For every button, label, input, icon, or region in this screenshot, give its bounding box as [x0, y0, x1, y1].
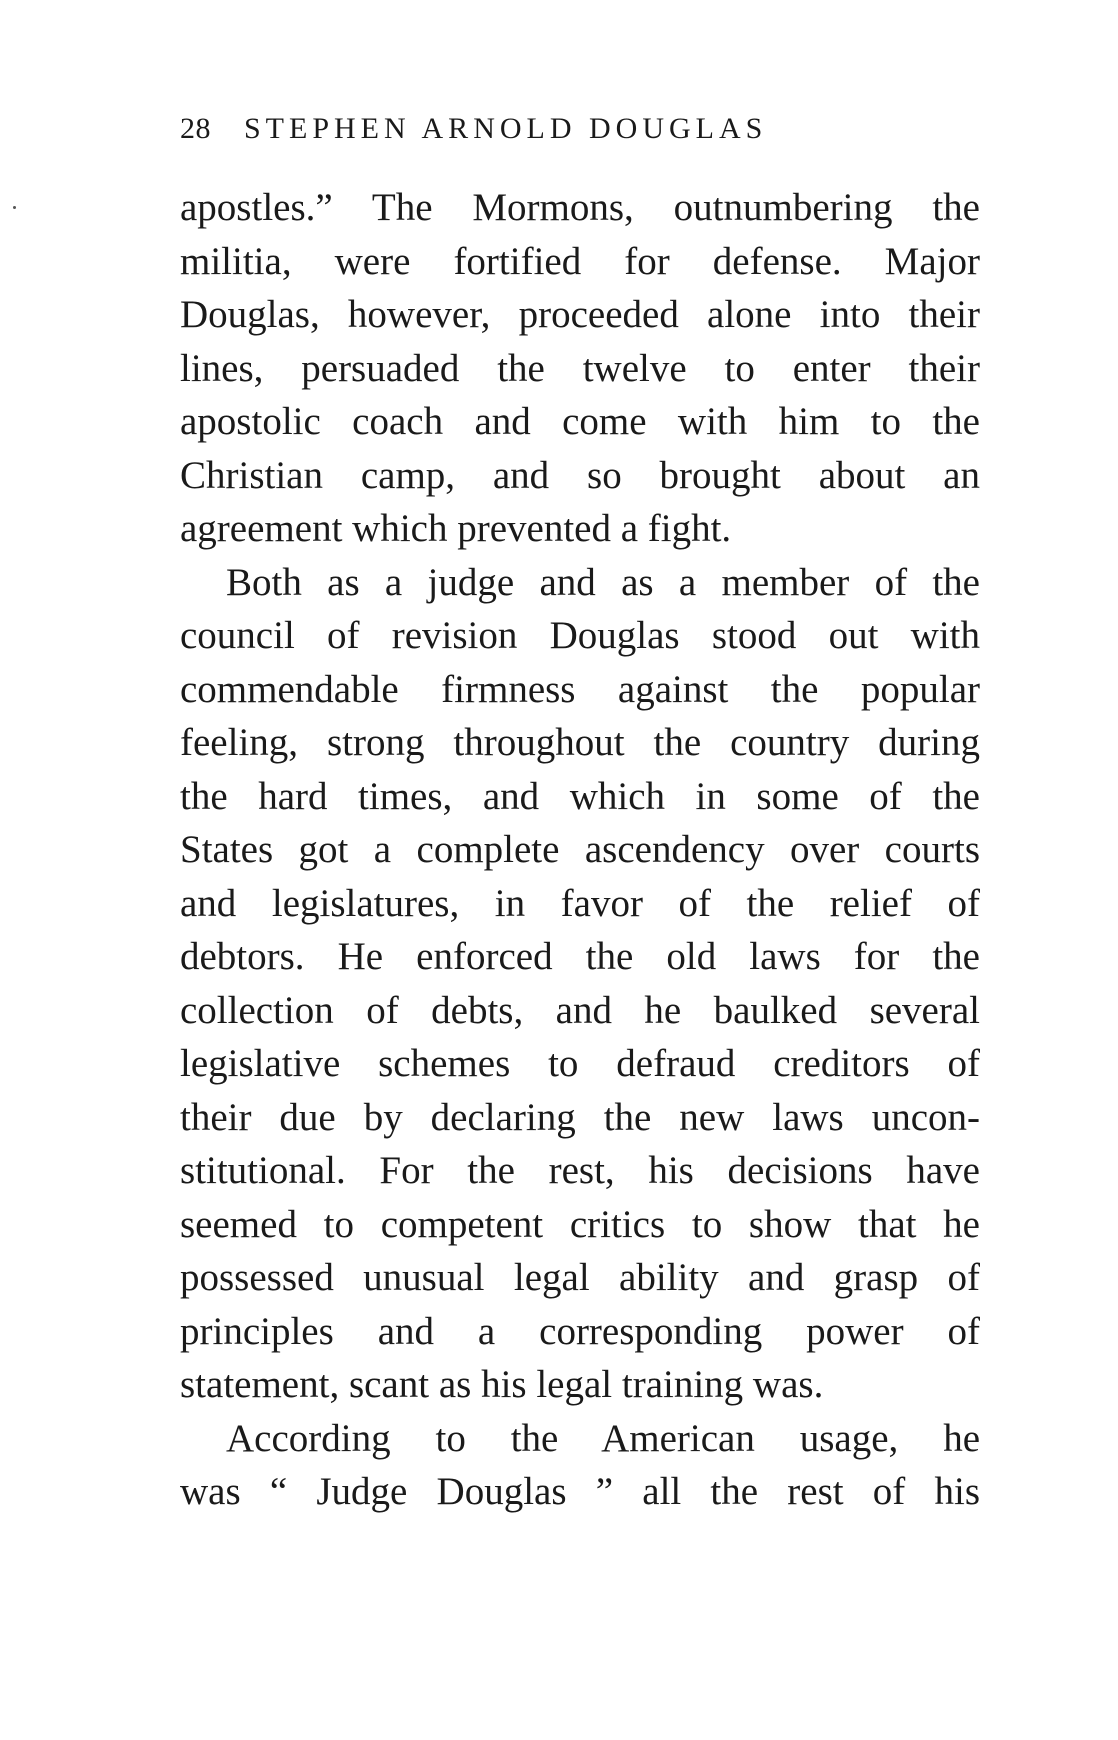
text-line: council of revision Douglas stood out with: [180, 614, 980, 657]
text-line: legislative schemes to defraud creditors of: [180, 1042, 980, 1085]
text-line: collection of debts, and he baulked several: [180, 988, 980, 1032]
paragraph-1: [180, 181, 980, 556]
page-number: 28: [180, 112, 211, 145]
text-line: States got a complete ascendency over courts: [180, 828, 980, 871]
text-line: apostolic coach and come with him to the: [180, 400, 980, 443]
text-line: was “ Judge Douglas ” all the rest of his: [180, 1470, 980, 1513]
text-line: principles and a corresponding power of: [180, 1309, 980, 1353]
text-line: apostles.” The Mormons, outnumbering the: [180, 186, 980, 229]
running-head: [180, 112, 980, 152]
text-line: possessed unusual legal ability and grasp of: [180, 1256, 980, 1299]
body-text: [180, 181, 980, 1519]
text-line: According to the American usage, he: [226, 1416, 980, 1460]
text-line: their due by declaring the new laws uncon-: [180, 1095, 980, 1139]
text-line: feeling, strong throughout the country during: [180, 721, 980, 764]
text-line: Douglas, however, proceeded alone into their: [180, 293, 980, 336]
text-line: lines, persuaded the twelve to enter their: [180, 346, 980, 390]
paragraph-2: [180, 556, 980, 1412]
text-line: commendable firmness against the popular: [180, 667, 980, 711]
text-line: Both as a judge and as a member of the: [226, 560, 980, 604]
text-line: the hard times, and which in some of the: [180, 774, 980, 818]
text-line: agreement which prevented a fight.: [180, 507, 732, 550]
paragraph-3: [180, 1412, 980, 1519]
scan-speck: [13, 206, 16, 209]
text-line: statement, scant as his legal training was.: [180, 1363, 824, 1406]
text-line: seemed to competent critics to show that he: [180, 1202, 980, 1246]
running-head-title: STEPHEN ARNOLD DOUGLAS: [244, 112, 768, 145]
text-line: debtors. He enforced the old laws for the: [180, 935, 980, 978]
text-line: militia, were fortified for defense. Major: [180, 239, 980, 283]
text-line: stitutional. For the rest, his decisions have: [180, 1149, 980, 1192]
text-line: Christian camp, and so brought about an: [180, 453, 980, 497]
text-line: and legislatures, in favor of the relief of: [180, 881, 980, 925]
